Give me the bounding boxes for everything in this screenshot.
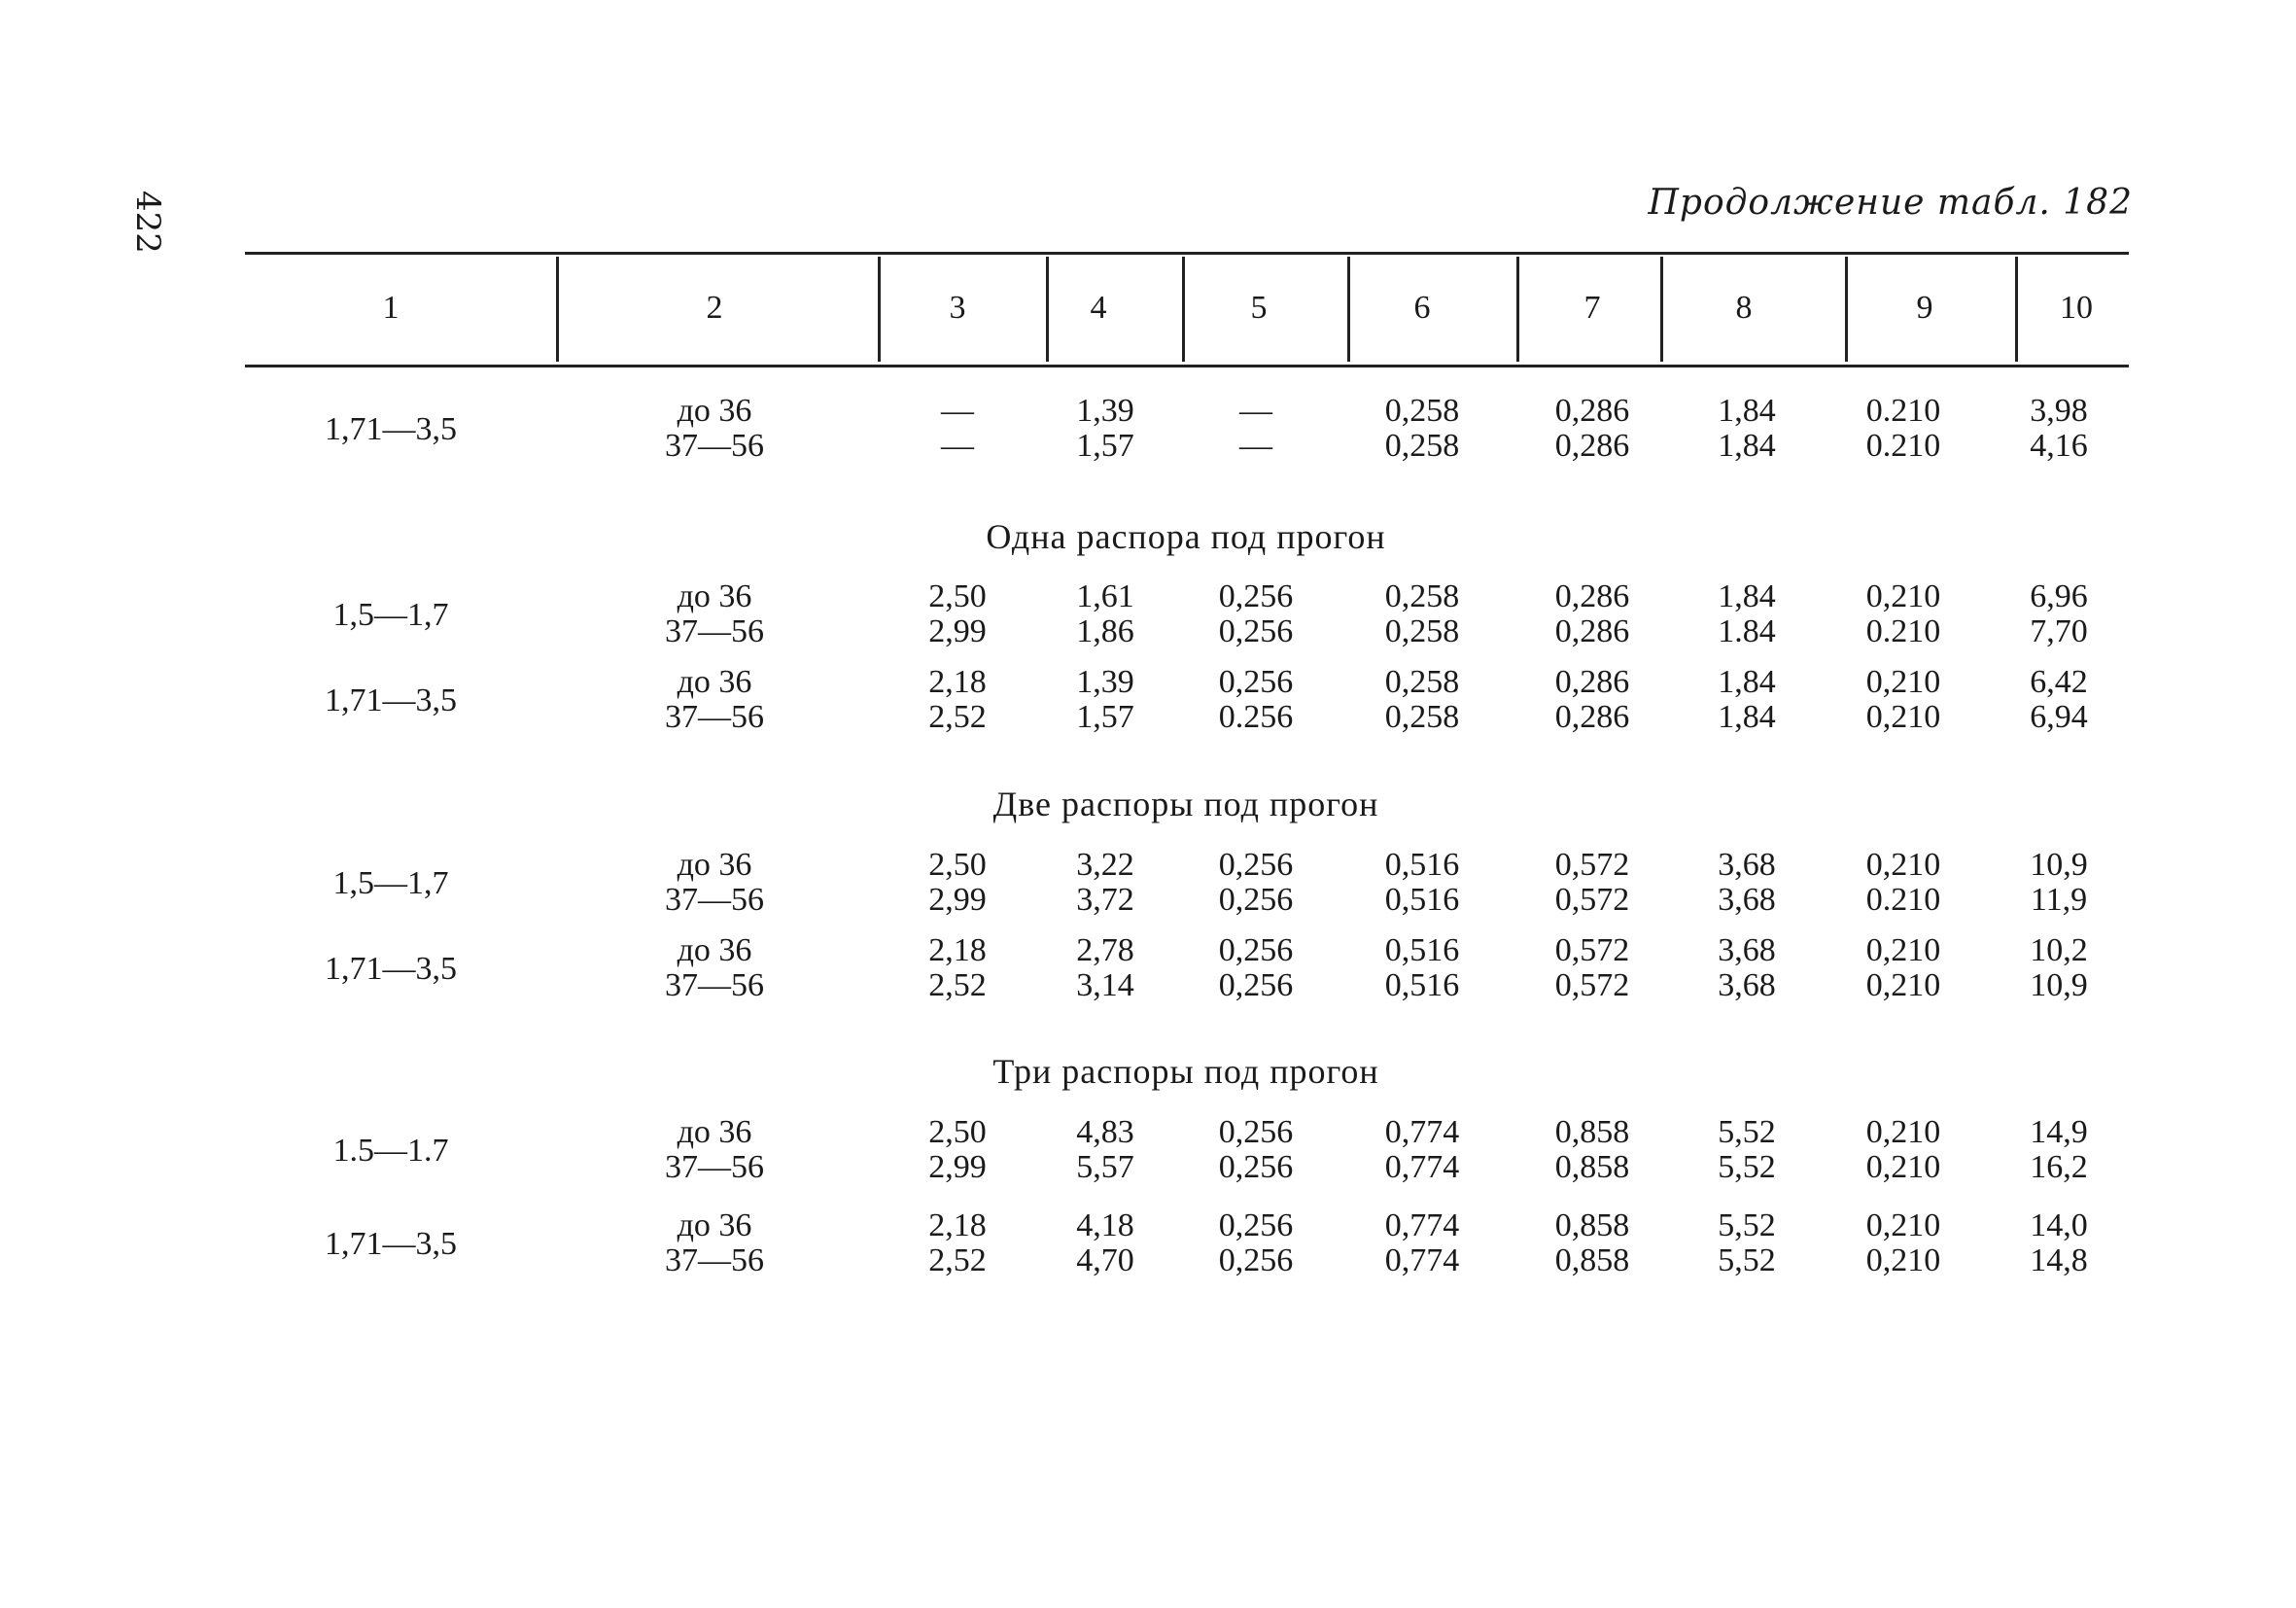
size-cell: 37—56 [665, 967, 764, 1003]
value-cell-c3: 2,52 [928, 699, 987, 735]
column-header-6: 6 [1413, 290, 1431, 326]
row-label: 1.5—1.7 [332, 1133, 449, 1169]
value-cell-c6: 0,516 [1384, 847, 1460, 883]
value-cell-c10: 6,42 [2030, 664, 2088, 700]
value-cell-c9: 0,210 [1865, 847, 1941, 883]
value-cell-c4: 1,39 [1076, 393, 1134, 429]
size-cell: до 36 [677, 932, 752, 968]
value-cell-c3: — [941, 393, 974, 429]
value-cell-c10: 3,98 [2030, 393, 2088, 429]
section-title: Две распоры под прогон [992, 785, 1379, 823]
column-header-1: 1 [382, 290, 400, 326]
column-divider [556, 257, 559, 362]
value-cell-c9: 0.210 [1865, 613, 1941, 649]
row-label: 1,71—3,5 [325, 951, 457, 987]
value-cell-c9: 0.210 [1865, 393, 1941, 429]
column-divider [1516, 257, 1519, 362]
value-cell-c4: 5,57 [1076, 1149, 1134, 1185]
value-cell-c4: 4,18 [1076, 1207, 1134, 1243]
value-cell-c3: 2,18 [928, 664, 987, 700]
value-cell-c9: 0,210 [1865, 699, 1941, 735]
value-cell-c3: 2,50 [928, 1114, 987, 1150]
value-cell-c7: 0,286 [1554, 428, 1630, 464]
value-cell-c3: 2,18 [928, 932, 987, 968]
value-cell-c7: 0,858 [1554, 1114, 1630, 1150]
column-divider [1347, 257, 1350, 362]
value-cell-c9: 0,210 [1865, 932, 1941, 968]
value-cell-c8: 3,68 [1718, 882, 1776, 918]
size-cell: 37—56 [665, 882, 764, 918]
value-cell-c4: 4,70 [1076, 1242, 1134, 1278]
value-cell-c5: 0,256 [1218, 1149, 1294, 1185]
column-header-9: 9 [1916, 290, 1933, 326]
value-cell-c3: 2,52 [928, 967, 987, 1003]
column-header-4: 4 [1090, 290, 1107, 326]
size-cell: до 36 [677, 1207, 752, 1243]
value-cell-c9: 0,210 [1865, 1207, 1941, 1243]
value-cell-c10: 10,9 [2030, 967, 2088, 1003]
value-cell-c6: 0,774 [1384, 1114, 1460, 1150]
value-cell-c5: 0,256 [1218, 847, 1294, 883]
row-label: 1,5—1,7 [332, 865, 449, 901]
value-cell-c10: 6,94 [2030, 699, 2088, 735]
size-cell: 37—56 [665, 1149, 764, 1185]
value-cell-c3: 2,52 [928, 1242, 987, 1278]
value-cell-c8: 3,68 [1718, 847, 1776, 883]
row-label: 1,71—3,5 [325, 1226, 457, 1262]
value-cell-c4: 1,86 [1076, 613, 1134, 649]
value-cell-c9: 0,210 [1865, 967, 1941, 1003]
value-cell-c3: 2,18 [928, 1207, 987, 1243]
value-cell-c4: 4,83 [1076, 1114, 1134, 1150]
value-cell-c3: 2,50 [928, 578, 987, 614]
value-cell-c8: 1,84 [1718, 393, 1776, 429]
size-cell: до 36 [677, 847, 752, 883]
value-cell-c3: 2,99 [928, 1149, 987, 1185]
value-cell-c8: 1.84 [1718, 613, 1776, 649]
value-cell-c9: 0,210 [1865, 1242, 1941, 1278]
value-cell-c7: 0,286 [1554, 664, 1630, 700]
value-cell-c10: 6,96 [2030, 578, 2088, 614]
value-cell-c4: 1,57 [1076, 699, 1134, 735]
value-cell-c9: 0,210 [1865, 1149, 1941, 1185]
value-cell-c6: 0,258 [1384, 428, 1460, 464]
value-cell-c10: 4,16 [2030, 428, 2088, 464]
value-cell-c5: — [1239, 428, 1272, 464]
row-label: 1,71—3,5 [325, 682, 457, 718]
section-title: Три распоры под прогон [992, 1052, 1379, 1091]
column-divider [878, 257, 881, 362]
value-cell-c10: 7,70 [2030, 613, 2088, 649]
value-cell-c7: 0,572 [1554, 967, 1630, 1003]
column-header-7: 7 [1583, 290, 1601, 326]
value-cell-c8: 3,68 [1718, 932, 1776, 968]
size-cell: до 36 [677, 664, 752, 700]
value-cell-c6: 0,516 [1384, 967, 1460, 1003]
value-cell-c7: 0,858 [1554, 1242, 1630, 1278]
value-cell-c6: 0,258 [1384, 664, 1460, 700]
column-divider [1845, 257, 1848, 362]
size-cell: до 36 [677, 393, 752, 429]
value-cell-c9: 0,210 [1865, 664, 1941, 700]
value-cell-c4: 3,22 [1076, 847, 1134, 883]
value-cell-c8: 1,84 [1718, 428, 1776, 464]
value-cell-c4: 2,78 [1076, 932, 1134, 968]
value-cell-c5: 0,256 [1218, 932, 1294, 968]
value-cell-c5: 0,256 [1218, 578, 1294, 614]
value-cell-c6: 0,258 [1384, 578, 1460, 614]
value-cell-c7: 0,858 [1554, 1207, 1630, 1243]
size-cell: 37—56 [665, 1242, 764, 1278]
value-cell-c3: 2,99 [928, 882, 987, 918]
value-cell-c5: 0,256 [1218, 613, 1294, 649]
value-cell-c8: 5,52 [1718, 1149, 1776, 1185]
value-cell-c4: 1,39 [1076, 664, 1134, 700]
value-cell-c4: 1,57 [1076, 428, 1134, 464]
value-cell-c7: 0,572 [1554, 882, 1630, 918]
value-cell-c5: 0,256 [1218, 882, 1294, 918]
value-cell-c5: 0,256 [1218, 1242, 1294, 1278]
value-cell-c6: 0,774 [1384, 1149, 1460, 1185]
value-cell-c9: 0.210 [1865, 428, 1941, 464]
row-label: 1,5—1,7 [332, 597, 449, 633]
value-cell-c8: 3,68 [1718, 967, 1776, 1003]
value-cell-c10: 10,2 [2030, 932, 2088, 968]
value-cell-c5: 0.256 [1218, 699, 1294, 735]
value-cell-c3: 2,99 [928, 613, 987, 649]
section-title: Одна распора под прогон [986, 517, 1386, 556]
value-cell-c7: 0,572 [1554, 932, 1630, 968]
value-cell-c7: 0,286 [1554, 699, 1630, 735]
column-divider [2015, 257, 2018, 362]
size-cell: до 36 [677, 1114, 752, 1150]
column-header-8: 8 [1735, 290, 1753, 326]
column-divider [1182, 257, 1185, 362]
value-cell-c7: 0,286 [1554, 578, 1630, 614]
continuation-title: Продолжение табл. 182 [1648, 183, 2133, 223]
table-top-rule [245, 252, 2129, 255]
value-cell-c6: 0,258 [1384, 393, 1460, 429]
value-cell-c9: 0.210 [1865, 882, 1941, 918]
value-cell-c6: 0,774 [1384, 1242, 1460, 1278]
value-cell-c10: 10,9 [2030, 847, 2088, 883]
value-cell-c8: 5,52 [1718, 1114, 1776, 1150]
column-header-2: 2 [706, 290, 723, 326]
value-cell-c4: 3,72 [1076, 882, 1134, 918]
page-number: 422 [128, 191, 167, 254]
column-header-10: 10 [2060, 290, 2093, 326]
value-cell-c5: 0,256 [1218, 967, 1294, 1003]
value-cell-c7: 0,572 [1554, 847, 1630, 883]
value-cell-c7: 0,858 [1554, 1149, 1630, 1185]
column-divider [1046, 257, 1049, 362]
value-cell-c6: 0,516 [1384, 932, 1460, 968]
column-divider [1660, 257, 1663, 362]
value-cell-c10: 11,9 [2030, 882, 2088, 918]
column-header-5: 5 [1250, 290, 1268, 326]
size-cell: до 36 [677, 578, 752, 614]
column-header-3: 3 [949, 290, 966, 326]
size-cell: 37—56 [665, 428, 764, 464]
value-cell-c8: 1,84 [1718, 664, 1776, 700]
row-label: 1,71—3,5 [325, 411, 457, 447]
value-cell-c6: 0,258 [1384, 613, 1460, 649]
value-cell-c5: 0,256 [1218, 1114, 1294, 1150]
value-cell-c6: 0,516 [1384, 882, 1460, 918]
value-cell-c5: — [1239, 393, 1272, 429]
value-cell-c3: — [941, 428, 974, 464]
value-cell-c6: 0,258 [1384, 699, 1460, 735]
size-cell: 37—56 [665, 699, 764, 735]
value-cell-c10: 16,2 [2030, 1149, 2088, 1185]
value-cell-c3: 2,50 [928, 847, 987, 883]
value-cell-c10: 14,0 [2030, 1207, 2088, 1243]
value-cell-c9: 0,210 [1865, 1114, 1941, 1150]
value-cell-c7: 0,286 [1554, 613, 1630, 649]
value-cell-c5: 0,256 [1218, 664, 1294, 700]
value-cell-c10: 14,8 [2030, 1242, 2088, 1278]
value-cell-c5: 0,256 [1218, 1207, 1294, 1243]
value-cell-c4: 3,14 [1076, 967, 1134, 1003]
value-cell-c7: 0,286 [1554, 393, 1630, 429]
value-cell-c8: 5,52 [1718, 1242, 1776, 1278]
value-cell-c4: 1,61 [1076, 578, 1134, 614]
value-cell-c9: 0,210 [1865, 578, 1941, 614]
size-cell: 37—56 [665, 613, 764, 649]
value-cell-c8: 1,84 [1718, 699, 1776, 735]
value-cell-c8: 5,52 [1718, 1207, 1776, 1243]
value-cell-c6: 0,774 [1384, 1207, 1460, 1243]
value-cell-c8: 1,84 [1718, 578, 1776, 614]
value-cell-c10: 14,9 [2030, 1114, 2088, 1150]
table-header-bottom-rule [245, 365, 2129, 367]
